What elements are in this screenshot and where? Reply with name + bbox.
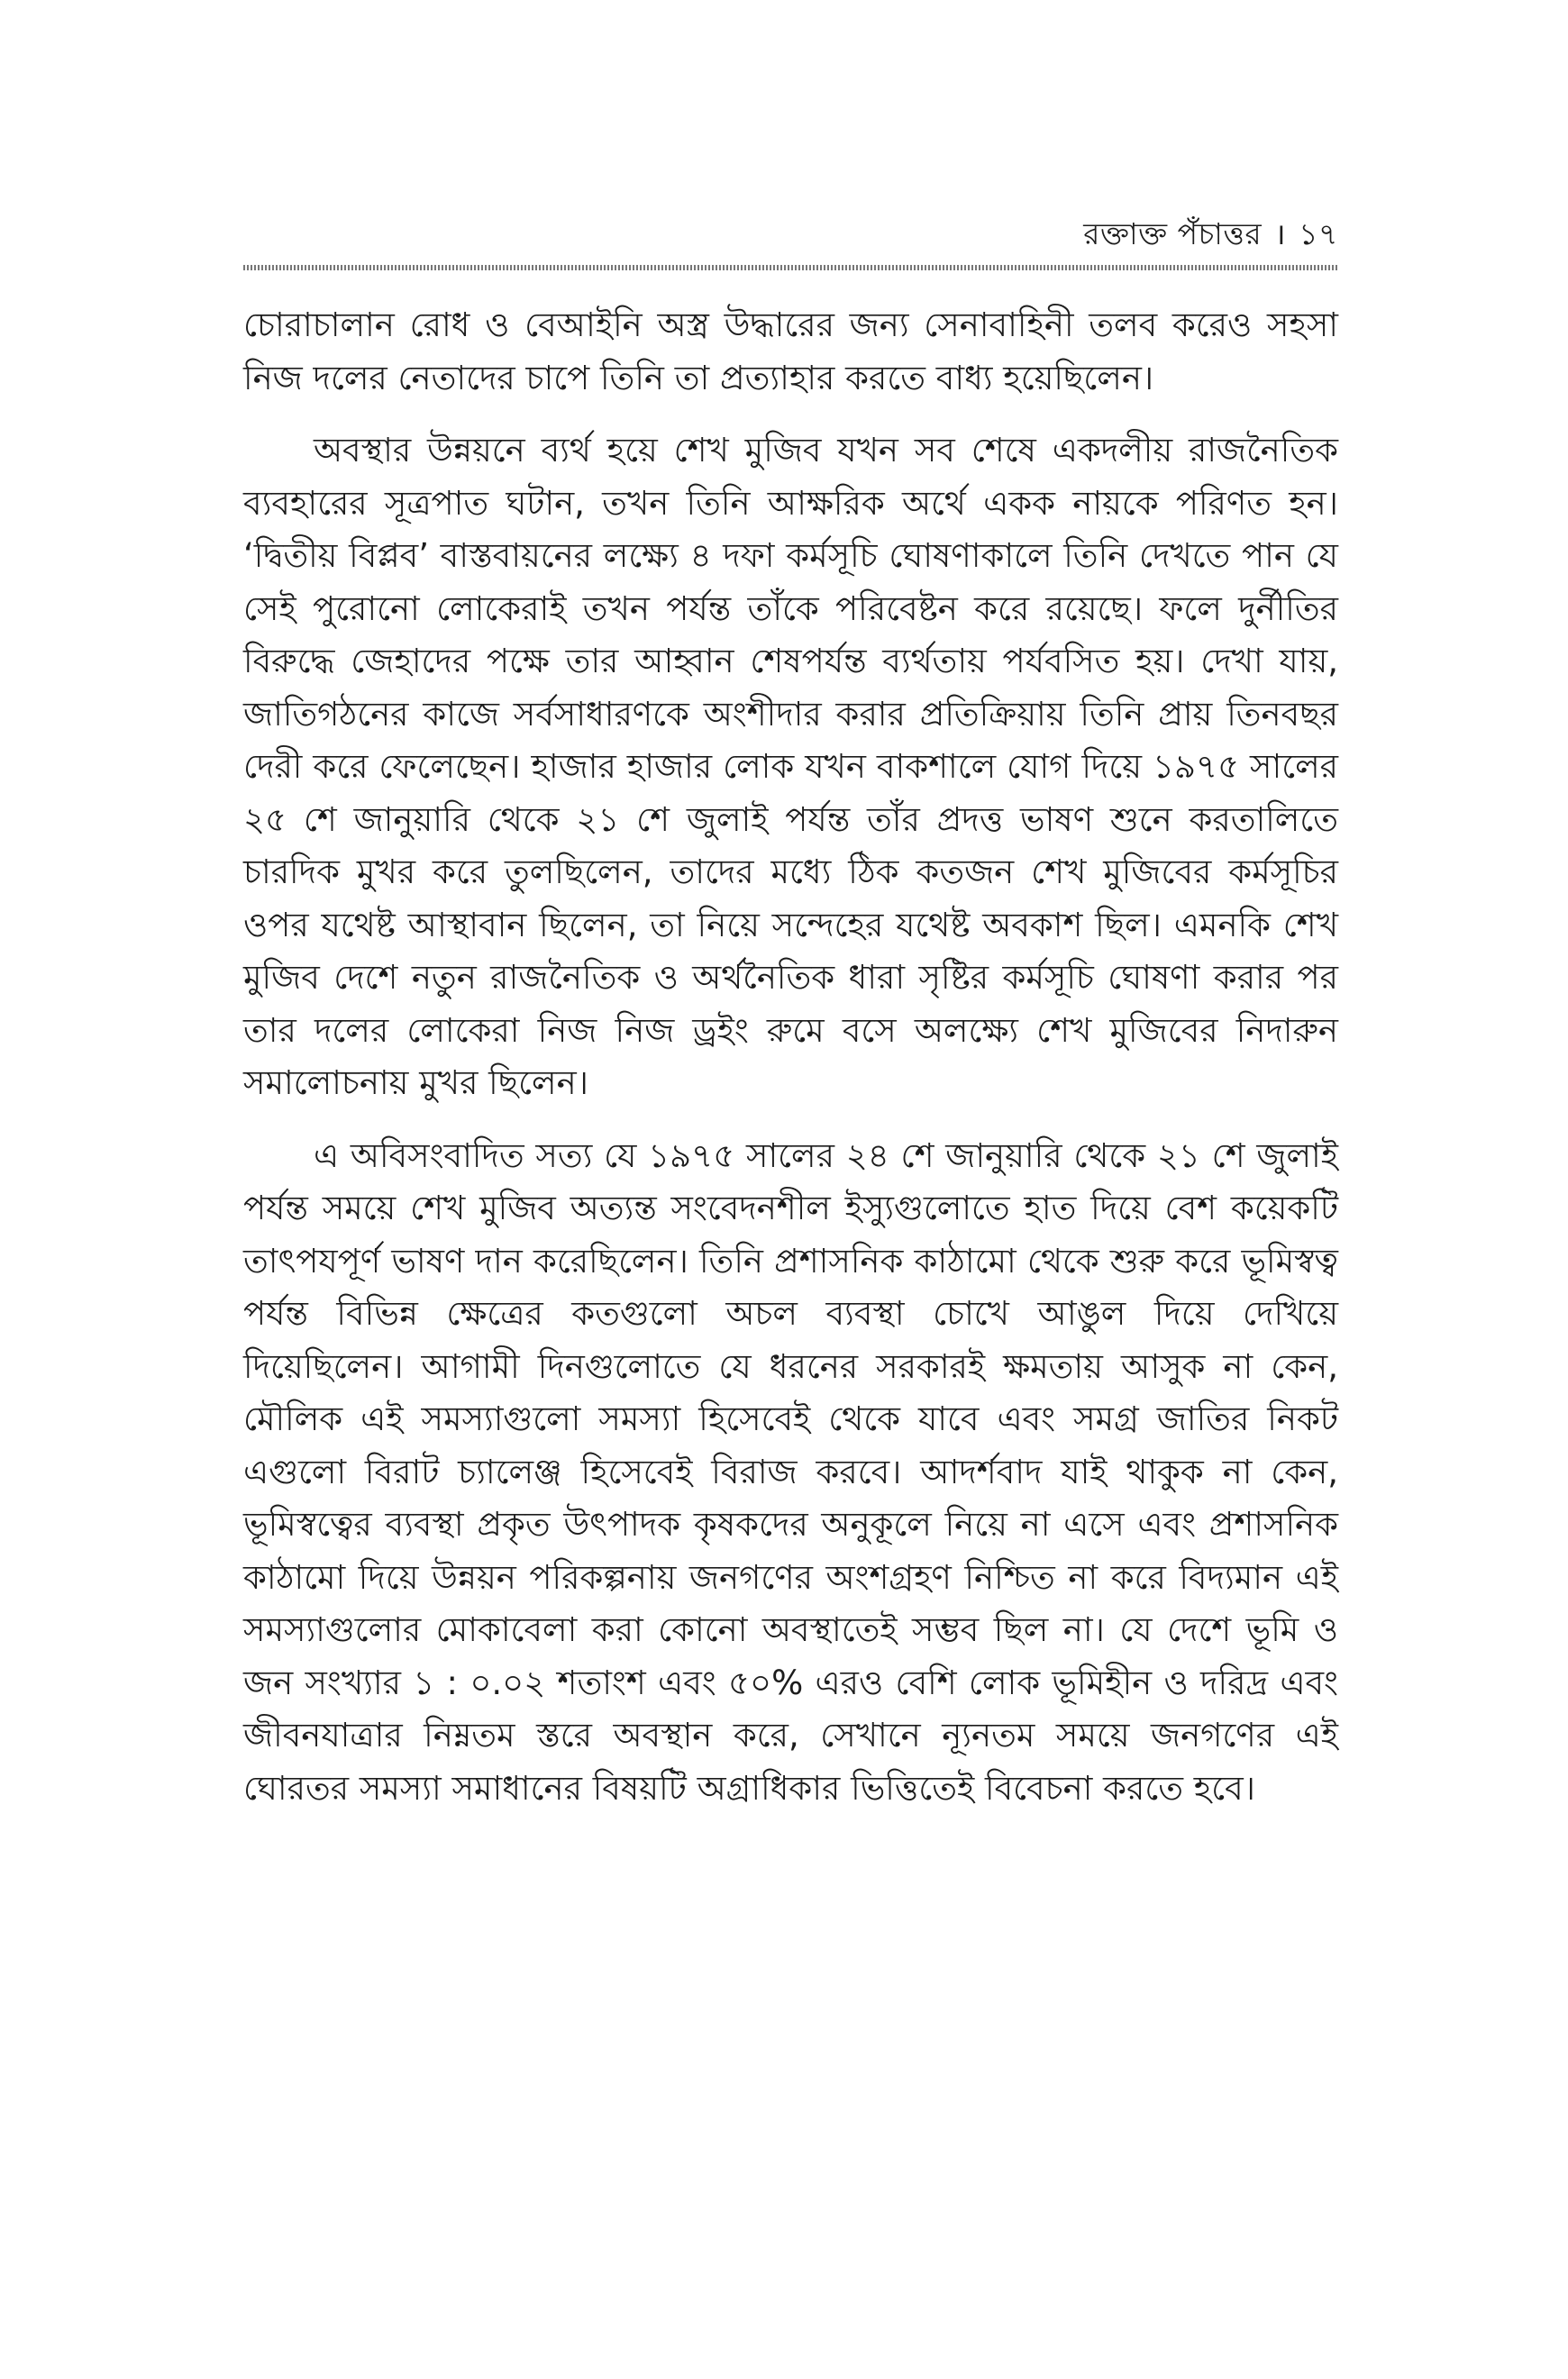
header-rule (243, 265, 1338, 270)
header-separator: । (1274, 216, 1287, 251)
body-text (243, 299, 1338, 1835)
paragraph-1: চোরাচালান রোধ ও বেআইনি অস্ত্র উদ্ধারের জন্য সেনাবাহিনী তলব করেও সহসা নিজ দলের নেতাদের চাপে তিনি তা প্রত্যাহার করতে বাধ্য হয়েছিলেন। (243, 305, 1338, 397)
running-header (243, 214, 1338, 254)
paragraph-3: এ অবিসংবাদিত সত্য যে ১৯৭৫ সালের ২৪ শে জানুয়ারি থেকে ২১ শে জুলাই পর্যন্ত সময়ে শেখ মুজিব অত্যন্ত সংবেদনশীল ইস্যুগুলোতে হাত দিয়ে বেশ কয়েকটি তাৎপযপূর্ণ ভাষণ দান করেছিলেন। তিনি প্রশাসনিক কাঠামো থেকে শুরু করে ভূমিস্বত্ব পর্যন্ত বিভিন্ন ক্ষেত্রের কতগুলো অচল ব্যবস্থা চোখে আঙুল দিয়ে দেখিয়ে দিয়েছিলেন। আগামী দিনগুলোতে যে ধরনের সরকারই ক্ষমতায় আসুক না কেন, মৌলিক এই সমস্যাগুলো সমস্যা হিসেবেই থেকে যাবে এবং সমগ্র জাতির নিকট এগুলো বিরাট চ্যালেঞ্জ হিসেবেই বিরাজ করবে। আদর্শবাদ যাই থাকুক না কেন, ভূমিস্বত্বের ব্যবস্থা প্রকৃত উৎপাদক কৃষকদের অনুকূলে নিয়ে না এসে এবং প্রশাসনিক কাঠামো দিয়ে উন্নয়ন পরিকল্পনায় জনগণের অংশগ্রহণ নিশ্চিত না করে বিদ্যমান এই সমস্যাগুলোর মোকাবেলা করা কোনো অবস্থাতেই সম্ভব ছিল না। যে দেশে ভূমি ও জন সংখ্যার ১ : ০.০২ শতাংশ এবং ৫০% এরও বেশি লোক ভূমিহীন ও দরিদ্র এবং জীবনযাত্রার নিম্নতম স্তরে অবস্থান করে, সেখানে ন্যূনতম সময়ে জনগণের এই ঘোরতর সমস্যা সমাধানের বিষয়টি অগ্রাধিকার ভিত্তিতেই বিবেচনা করতে হবে। (243, 1135, 1338, 1808)
book-title: রক্তাক্ত পঁচাত্তর (1083, 216, 1263, 251)
page-number: ১৭ (1299, 216, 1338, 251)
paragraph-2: অবস্থার উন্নয়নে ব্যর্থ হয়ে শেখ মুজিব যখন সব শেষে একদলীয় রাজনৈতিক ব্যবহারের সূত্রপাত ঘটান, তখন তিনি আক্ষরিক অর্থে একক নায়কে পরিণত হন। ‘দ্বিতীয় বিপ্লব’ বাস্তবায়নের লক্ষ্যে ৪ দফা কর্মসূচি ঘোষণাকালে তিনি দেখতে পান যে সেই পুরোনো লোকেরাই তখন পর্যন্ত তাঁকে পরিবেষ্টন করে রয়েছে। ফলে দুর্নীতির বিরুদ্ধে জেহাদের পক্ষে তার আহ্বান শেষপর্যন্ত ব্যর্থতায় পর্যবসিত হয়। দেখা যায়, জাতিগঠনের কাজে সর্বসাধারণকে অংশীদার করার প্রতিক্রিয়ায় তিনি প্রায় তিনবছর দেরী করে ফেলেছেন। হাজার হাজার লোক যখন বাকশালে যোগ দিয়ে ১৯৭৫ সালের ২৫ শে জানুয়ারি থেকে ২১ শে জুলাই পর্যন্ত তাঁর প্রদত্ত ভাষণ শুনে করতালিতে চারদিক মুখর করে তুলছিলেন, তাদের মধ্যে ঠিক কতজন শেখ মুজিবের কর্মসূচির ওপর যথেষ্ট আস্থাবান ছিলেন, তা নিয়ে সন্দেহের যথেষ্ট অবকাশ ছিল। এমনকি শেখ মুজিব দেশে নতুন রাজনৈতিক ও অর্থনৈতিক ধারা সৃষ্টির কর্মসূচি ঘোষণা করার পর তার দলের লোকেরা নিজ নিজ ড্রইং রুমে বসে অলক্ষ্যে শেখ মুজিবের নিদারুন সমালোচনায় মুখর ছিলেন। (243, 431, 1338, 1102)
